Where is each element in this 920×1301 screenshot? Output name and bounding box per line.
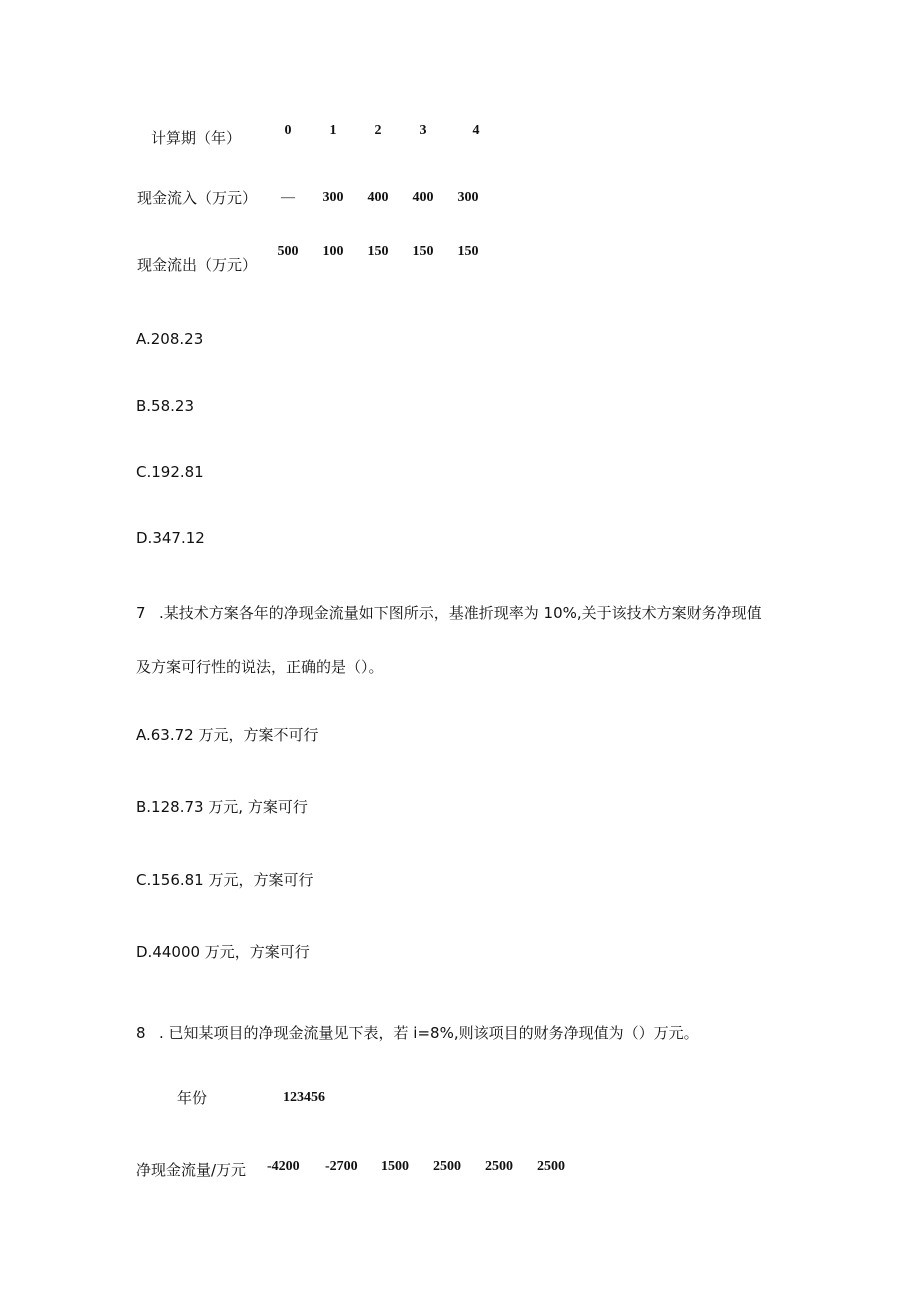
option-b: B.58.23: [136, 397, 195, 415]
row-label-net-flow: 净现金流量/万元: [136, 1161, 247, 1179]
flow-cell: 2500: [485, 1159, 513, 1174]
outflow-cell: 500: [277, 244, 299, 259]
period-cell: 0: [284, 123, 292, 138]
period-cell: 1: [329, 123, 337, 138]
question-text: . 已知某项目的净现金流量见下表，若 i=8%,则该项目的财务净现值为（）万元。: [159, 1024, 699, 1042]
years-cell: 123456: [283, 1090, 325, 1105]
inflow-cell: 300: [322, 190, 344, 205]
question-text-line2: 及方案可行性的说法，正确的是（）。: [136, 658, 384, 676]
question-text-line1: .某技术方案各年的净现金流量如下图所示，基准折现率为 10%,关于该技术方案财务净现值: [159, 604, 762, 622]
question-number: 8: [136, 1024, 146, 1042]
inflow-cell: 400: [367, 190, 389, 205]
row-label-period: 计算期（年）: [151, 129, 242, 147]
option-c: C.192.81: [136, 463, 204, 481]
row-label-outflow: 现金流出（万元）: [137, 256, 258, 274]
flow-cell: -2700: [325, 1159, 358, 1174]
option-a: A.208.23: [136, 330, 204, 348]
outflow-cell: 150: [367, 244, 389, 259]
period-cell: 3: [419, 123, 427, 138]
option-a: A.63.72 万元，方案不可行: [136, 726, 319, 744]
option-c: C.156.81 万元，方案可行: [136, 871, 314, 889]
row-label-year: 年份: [177, 1089, 208, 1107]
outflow-cell: 150: [457, 244, 479, 259]
flow-cell: 1500: [381, 1159, 409, 1174]
inflow-cell: 400: [412, 190, 434, 205]
inflow-cell: 300: [457, 190, 479, 205]
flow-cell: 2500: [433, 1159, 461, 1174]
option-d: D.347.12: [136, 529, 205, 547]
outflow-cell: 150: [412, 244, 434, 259]
period-cell: 2: [374, 123, 382, 138]
period-cell: 4: [472, 123, 480, 138]
option-d: D.44000 万元，方案可行: [136, 943, 310, 961]
inflow-cell: —: [281, 190, 295, 205]
flow-cell: 2500: [537, 1159, 565, 1174]
option-b: B.128.73 万元, 方案可行: [136, 798, 308, 816]
row-label-inflow: 现金流入（万元）: [137, 189, 258, 207]
flow-cell: -4200: [267, 1159, 300, 1174]
outflow-cell: 100: [322, 244, 344, 259]
question-number: 7: [136, 604, 146, 622]
